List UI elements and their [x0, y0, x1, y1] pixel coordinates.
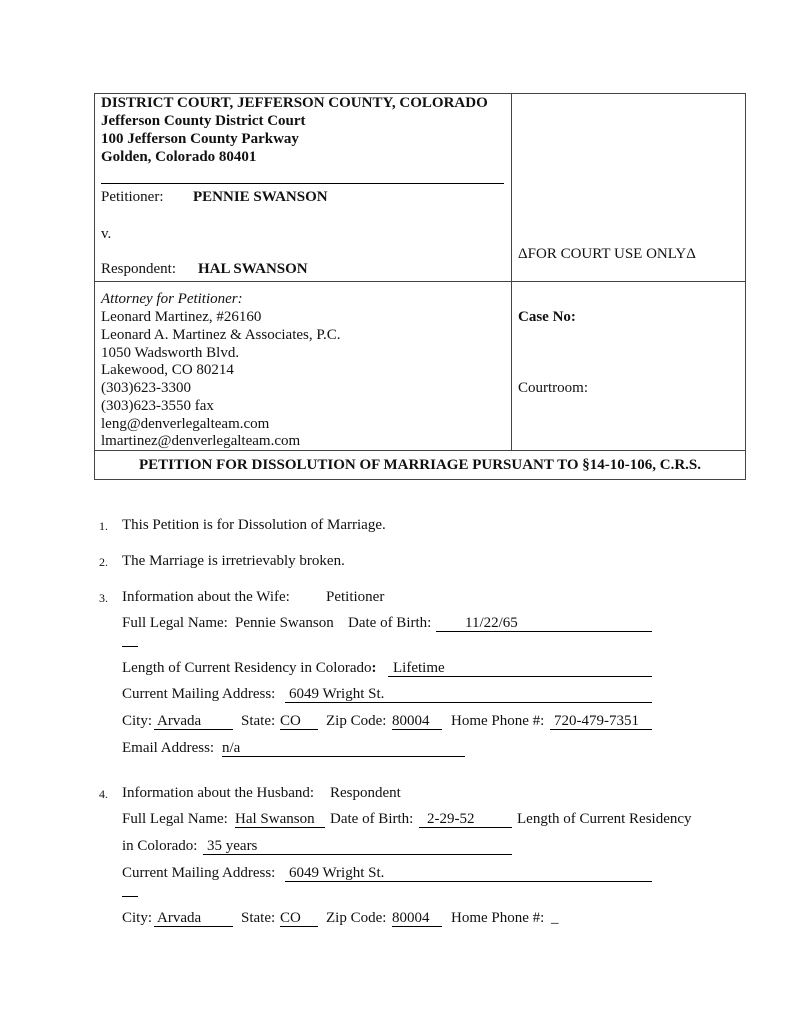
- husband-full-name[interactable]: Hal Swanson: [235, 811, 315, 827]
- husband-zip[interactable]: 80004: [392, 910, 430, 926]
- husband-state-underline: [280, 926, 318, 927]
- wife-mailing[interactable]: 6049 Wright St.: [289, 686, 385, 702]
- wife-full-name-label: Full Legal Name:: [122, 615, 228, 631]
- courtroom-label: Courtroom:: [518, 380, 588, 396]
- wife-email-underline: [222, 756, 465, 757]
- attorney-street: 1050 Wadsworth Blvd.: [101, 345, 240, 361]
- wife-state[interactable]: CO: [280, 713, 301, 729]
- wife-email[interactable]: n/a: [222, 740, 241, 756]
- court-address: 100 Jefferson County Parkway: [101, 131, 299, 147]
- wife-phone[interactable]: 720-479-7351: [554, 713, 639, 729]
- husband-mailing-continuation: [122, 896, 138, 897]
- respondent-name: HAL SWANSON: [198, 261, 308, 277]
- court-name: DISTRICT COURT, JEFFERSON COUNTY, COLORADO: [101, 95, 488, 111]
- attorney-name: Leonard Martinez, #26160: [101, 309, 262, 325]
- item-4-role: Respondent: [330, 785, 401, 801]
- petitioner-label: Petitioner:: [101, 189, 164, 205]
- wife-zip-label: Zip Code:: [326, 713, 387, 729]
- husband-dob-label: Date of Birth:: [330, 811, 414, 827]
- husband-phone-label: Home Phone #:: [451, 910, 545, 926]
- caption-divider-rule: [101, 183, 504, 184]
- husband-dob-underline: [419, 827, 512, 828]
- wife-phone-label: Home Phone #:: [451, 713, 545, 729]
- husband-city-underline: [154, 926, 233, 927]
- item-3-text: Information about the Wife:: [122, 589, 290, 605]
- petition-title: PETITION FOR DISSOLUTION OF MARRIAGE PURSUANT TO §14-10-106, C.R.S.: [138, 457, 702, 473]
- attorney-email-2: lmartinez@denverlegalteam.com: [101, 433, 301, 449]
- husband-dob[interactable]: 2-29-52: [427, 811, 475, 827]
- wife-mailing-underline: [285, 702, 652, 703]
- item-2-text: The Marriage is irretrievably broken.: [122, 553, 345, 569]
- husband-phone[interactable]: _: [551, 910, 559, 926]
- caption-lower-border: [94, 450, 746, 451]
- wife-email-label: Email Address:: [122, 740, 215, 756]
- court-subname: Jefferson County District Court: [101, 113, 306, 129]
- wife-state-label: State:: [241, 713, 276, 729]
- versus: v.: [101, 226, 112, 242]
- wife-zip[interactable]: 80004: [392, 713, 430, 729]
- attorney-phone: (303)623-3300: [101, 380, 191, 396]
- husband-zip-underline: [392, 926, 442, 927]
- husband-residency-label-a: Length of Current Residency: [517, 811, 692, 827]
- caption-bottom-border: [94, 479, 746, 480]
- husband-full-name-label: Full Legal Name:: [122, 811, 228, 827]
- husband-city[interactable]: Arvada: [157, 910, 202, 926]
- husband-mailing-underline: [285, 881, 652, 882]
- respondent-label: Respondent:: [101, 261, 176, 277]
- wife-dob-continuation: [122, 646, 138, 647]
- attorney-firm: Leonard A. Martinez & Associates, P.C.: [101, 327, 341, 343]
- husband-residency[interactable]: 35 years: [207, 838, 258, 854]
- wife-dob[interactable]: 11/22/65: [465, 615, 518, 631]
- wife-dob-label: Date of Birth:: [348, 615, 432, 631]
- court-city: Golden, Colorado 80401: [101, 149, 257, 165]
- item-3-role: Petitioner: [326, 589, 385, 605]
- caption-mid-border: [94, 281, 746, 282]
- husband-state[interactable]: CO: [280, 910, 301, 926]
- wife-city-underline: [154, 729, 233, 730]
- attorney-city: Lakewood, CO 80214: [101, 362, 234, 378]
- wife-phone-underline: [550, 729, 652, 730]
- wife-state-underline: [280, 729, 318, 730]
- wife-dob-underline: [436, 631, 652, 632]
- husband-city-label: City:: [122, 910, 153, 926]
- wife-city-label: City:: [122, 713, 153, 729]
- husband-zip-label: Zip Code:: [326, 910, 387, 926]
- caption-divider: [511, 93, 512, 450]
- wife-city[interactable]: Arvada: [157, 713, 202, 729]
- petitioner-name: PENNIE SWANSON: [193, 189, 328, 205]
- caption-right-border: [745, 93, 746, 480]
- item-3-number: 3.: [99, 591, 108, 605]
- husband-mailing-label: Current Mailing Address:: [122, 865, 276, 881]
- court-use-only: ΔFOR COURT USE ONLYΔ: [518, 246, 696, 262]
- attorney-fax: (303)623-3550 fax: [101, 398, 214, 414]
- caption-left-border: [94, 93, 95, 480]
- wife-zip-underline: [392, 729, 442, 730]
- item-4-number: 4.: [99, 787, 108, 801]
- attorney-heading: Attorney for Petitioner:: [101, 291, 243, 307]
- wife-residency-underline: [388, 676, 652, 677]
- attorney-email-1: leng@denverlegalteam.com: [101, 416, 270, 432]
- case-no-label: Case No:: [518, 309, 576, 325]
- item-1-text: This Petition is for Dissolution of Marriage.: [122, 517, 386, 533]
- wife-mailing-label: Current Mailing Address:: [122, 686, 276, 702]
- wife-full-name[interactable]: Pennie Swanson: [235, 615, 334, 631]
- wife-residency-label: Length of Current Residency in Colorado:: [122, 660, 377, 676]
- item-4-text: Information about the Husband:: [122, 785, 315, 801]
- item-2-number: 2.: [99, 555, 108, 569]
- husband-residency-underline: [203, 854, 512, 855]
- caption-top-border: [94, 93, 746, 94]
- wife-residency[interactable]: Lifetime: [393, 660, 445, 676]
- husband-full-name-underline: [235, 827, 325, 828]
- item-1-number: 1.: [99, 519, 108, 533]
- husband-residency-label-b: in Colorado:: [122, 838, 198, 854]
- husband-state-label: State:: [241, 910, 276, 926]
- husband-mailing[interactable]: 6049 Wright St.: [289, 865, 385, 881]
